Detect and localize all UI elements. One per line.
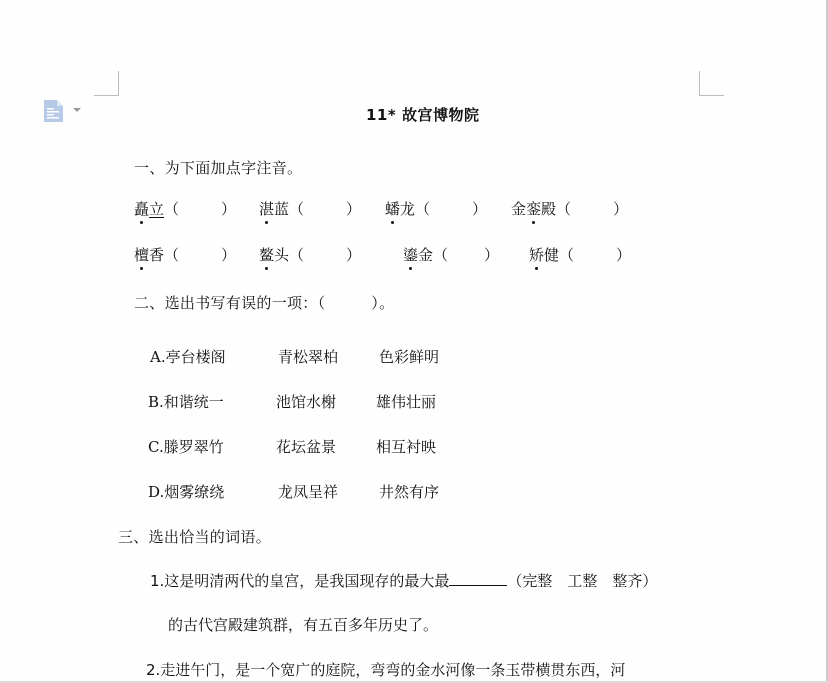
paren-close: ） [221, 246, 237, 264]
paren-close: ） [484, 246, 500, 264]
option-word: 青松翠柏 [278, 348, 339, 366]
paren-open: （ [559, 246, 575, 264]
option-word: 雄伟壮丽 [376, 393, 437, 411]
paren-open: （ [556, 200, 572, 218]
option-label: B. [148, 393, 164, 411]
char: 香 [149, 246, 165, 264]
paren-close: ） [221, 200, 237, 218]
margin-corner-top-left [94, 71, 119, 96]
paren-open: （ [433, 246, 449, 264]
question-2-line-1: 2.走进午门，是一个宽广的庭院，弯弯的金水河像一条玉带横贯东西，河 [146, 661, 626, 679]
option-word: 花坛盆景 [276, 438, 337, 456]
pinyin-item [259, 198, 361, 219]
dotted-char: 鎏 [403, 246, 419, 264]
paren-close: ） [613, 200, 629, 218]
dotted-char: 銮 [526, 200, 542, 218]
option-d[interactable] [148, 481, 224, 502]
option-word: 龙凤呈祥 [278, 483, 339, 501]
paren-open: （ [415, 200, 431, 218]
option-word: 滕罗翠竹 [163, 438, 224, 456]
char: 立 [149, 200, 165, 218]
option-word: 和谐统一 [163, 393, 224, 411]
option-a[interactable] [150, 346, 226, 367]
dotted-char: 檀 [134, 246, 150, 264]
dotted-char: 矫 [529, 246, 545, 264]
pinyin-item [511, 198, 628, 219]
char: 金 [418, 246, 434, 264]
paren-close: ） [616, 246, 632, 264]
paren-open: （ [164, 200, 180, 218]
question-text: 1.这是明清两代的皇宫，是我国现存的最大最 [150, 572, 450, 590]
option-word: 相互衬映 [376, 438, 437, 456]
section3-heading: 三、选出恰当的词语。 [118, 528, 272, 546]
pinyin-item [529, 244, 631, 265]
dotted-char: 蟠 [385, 200, 401, 218]
option-word: 亭台楼阁 [165, 348, 226, 366]
paren-close: ） [346, 246, 362, 264]
option-word: 色彩鲜明 [379, 348, 440, 366]
document-icon[interactable] [44, 100, 64, 122]
section1-heading: 一、为下面加点字注音。 [134, 159, 303, 177]
char: 蓝 [274, 200, 290, 218]
option-label: D. [148, 483, 165, 501]
char: 龙 [400, 200, 416, 218]
margin-corner-top-right [699, 71, 724, 96]
paren-open: （ [289, 200, 305, 218]
char: 头 [274, 246, 290, 264]
paren-open: （ [289, 246, 305, 264]
section2-heading: 二、选出书写有误的一项：（ ）。 [134, 294, 395, 312]
option-label: A. [150, 348, 166, 366]
question-1-line-1 [150, 570, 657, 591]
pinyin-item [403, 244, 499, 265]
pinyin-item [259, 244, 361, 265]
option-word: 烟雾缭绕 [164, 483, 225, 501]
chevron-down-icon[interactable] [73, 108, 81, 112]
option-label: C. [148, 438, 164, 456]
paren-open: （ [164, 246, 180, 264]
pinyin-item [385, 198, 487, 219]
dotted-char: 矗 [134, 200, 150, 218]
dotted-char: 湛 [259, 200, 275, 218]
char: 健 [544, 246, 560, 264]
question-1-line-2: 的古代宫殿建筑群，有五百多年历史了。 [168, 616, 439, 634]
char: 殿 [541, 200, 557, 218]
answer-blank[interactable] [449, 573, 507, 586]
option-word: 井然有序 [379, 483, 440, 501]
char: 金 [511, 200, 527, 218]
option-b[interactable] [148, 391, 224, 412]
option-c[interactable] [148, 436, 224, 457]
pinyin-item [134, 198, 236, 219]
paren-close: ） [346, 200, 362, 218]
page-title: 11* 故宫博物院 [366, 106, 480, 124]
dotted-char: 鳌 [259, 246, 275, 264]
option-word: 池馆水榭 [276, 393, 337, 411]
pinyin-item [134, 244, 236, 265]
paren-close: ） [472, 200, 488, 218]
word-choices: （完整 工整 整齐） [507, 572, 658, 590]
